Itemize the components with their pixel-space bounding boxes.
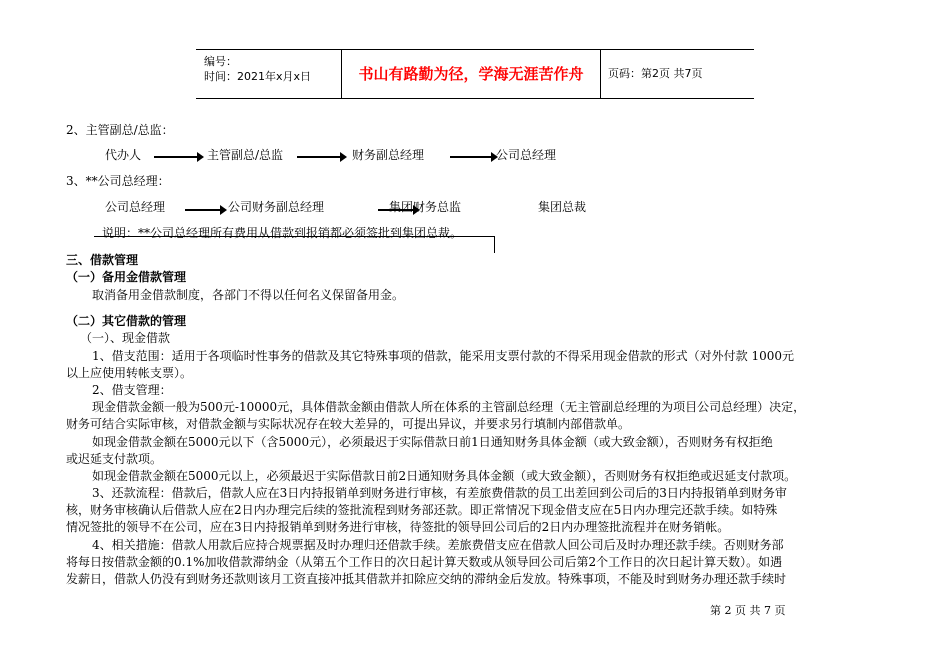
arrow-right-icon	[297, 152, 347, 162]
flow2-step-2: 主管副总/总监	[207, 148, 284, 162]
para1-line-1: 现金借款金额一般为500元-10000元，具体借款金额由借款人所在体系的主管副总经理（无主管副总经理的为项目公司总经理）决定，	[92, 400, 806, 414]
petty-cash-text: 取消备用金借款制度，各部门不得以任何名义保留备用金。	[92, 288, 405, 302]
header-date: 时间：2021年x月x日	[204, 70, 312, 83]
loan-section-title: 三、借款管理	[66, 253, 139, 267]
header-page-number: 页码：第2页 共7页	[608, 67, 703, 80]
header-motto: 书山有路勤为径，学海无涯苦作舟	[342, 50, 601, 98]
para5-line-3: 发薪日，借款人仍没有到财务还款则该月工资直接冲抵其借款并扣除应交纳的滞纳金后发放。特殊事项，不能及时到财务办理还款手续时	[66, 572, 787, 586]
scope-line-1: 1、借支范围：适用于各项临时性事务的借款及其它特殊事项的借款，能采用支票付款的不得采用现金借款的形式（对外付款 1000元	[92, 349, 794, 363]
arrow-right-icon	[154, 152, 204, 162]
header-meta-cell	[196, 50, 342, 98]
para2-line-1: 如现金借款金额在5000元以下（含5000元），必须最迟于实际借款日前1日通知财务具体金额（或大致金额），否则财务有权拒绝	[92, 435, 773, 449]
para5-line-1: 4、相关措施：借款人用款后应持合规票据及时办理归还借款手续。差旅费借支应在借款人回公司后及时办理还款手续。否则财务部	[92, 538, 784, 552]
flow3-step-1: 公司总经理	[105, 200, 166, 214]
petty-cash-heading: （一）备用金借款管理	[66, 270, 187, 284]
header-number-label: 编号：	[204, 55, 237, 68]
note-text: 说明：**公司总经理所有费用从借款到报销都必须签批到集团总裁。	[102, 226, 463, 240]
flow2-step-4: 公司总经理	[496, 148, 557, 162]
flow3-step-2: 公司财务副总经理	[228, 200, 325, 214]
arrow-right-icon	[185, 205, 227, 215]
para3-line: 如现金借款金额在5000元以上，必须最迟于实际借款日前2日通知财务具体金额（或大致金额），否则财务有权拒绝或迟延支付款项。	[92, 469, 797, 483]
flow3-step-3: 集团财务总监	[389, 200, 462, 214]
page-footer: 第 2 页 共 7 页	[710, 604, 786, 617]
flow2-step-3: 财务副总经理	[352, 148, 425, 162]
para4-line-2: 核，财务审核确认后借款人应在2日内办理完后续的签批流程到财务部还款。即正常情况下现金借支应在5日内办理完还款手续。如特殊	[66, 503, 778, 517]
arrow-right-icon	[450, 152, 498, 162]
para1-line-2: 财务可结合实际审核，对借款金额与实际状况存在较大差异的，可提出异议，并要求另行填制内部借款单。	[66, 417, 631, 431]
flow3-step-4: 集团总裁	[538, 200, 587, 214]
scope-line-2: 以上应使用转帐支票）。	[66, 366, 193, 380]
section-2-title: 2、主管副总/总监：	[66, 123, 174, 137]
other-loans-heading: （二）其它借款的管理	[66, 314, 187, 328]
para5-line-2: 将每日按借款金额的0.1%加收借款滞纳金（从第五个工作日的次日起计算天数或从领导回公司后第2个工作日的次日起计算天数）。如遇	[66, 555, 783, 569]
page-header	[196, 49, 754, 99]
para2-line-2: 或迟延支付款项。	[66, 452, 163, 466]
para4-line-3: 情况签批的领导不在公司，应在3日内持报销单到财务进行审核，待签批的领导回公司后的2日内办理签批流程并在财务销帐。	[66, 520, 730, 534]
flow2-step-1: 代办人	[105, 148, 142, 162]
section-3-title: 3、**公司总经理：	[66, 174, 170, 188]
mgmt-heading: 2、借支管理：	[92, 383, 172, 397]
cash-loan-heading: （一）、现金借款	[80, 331, 171, 345]
para4-line-1: 3、还款流程：借款后，借款人应在3日内持报销单到财务进行审核，有差旅费借款的员工出差回到公司后的3日内持报销单到财务审	[92, 486, 787, 500]
